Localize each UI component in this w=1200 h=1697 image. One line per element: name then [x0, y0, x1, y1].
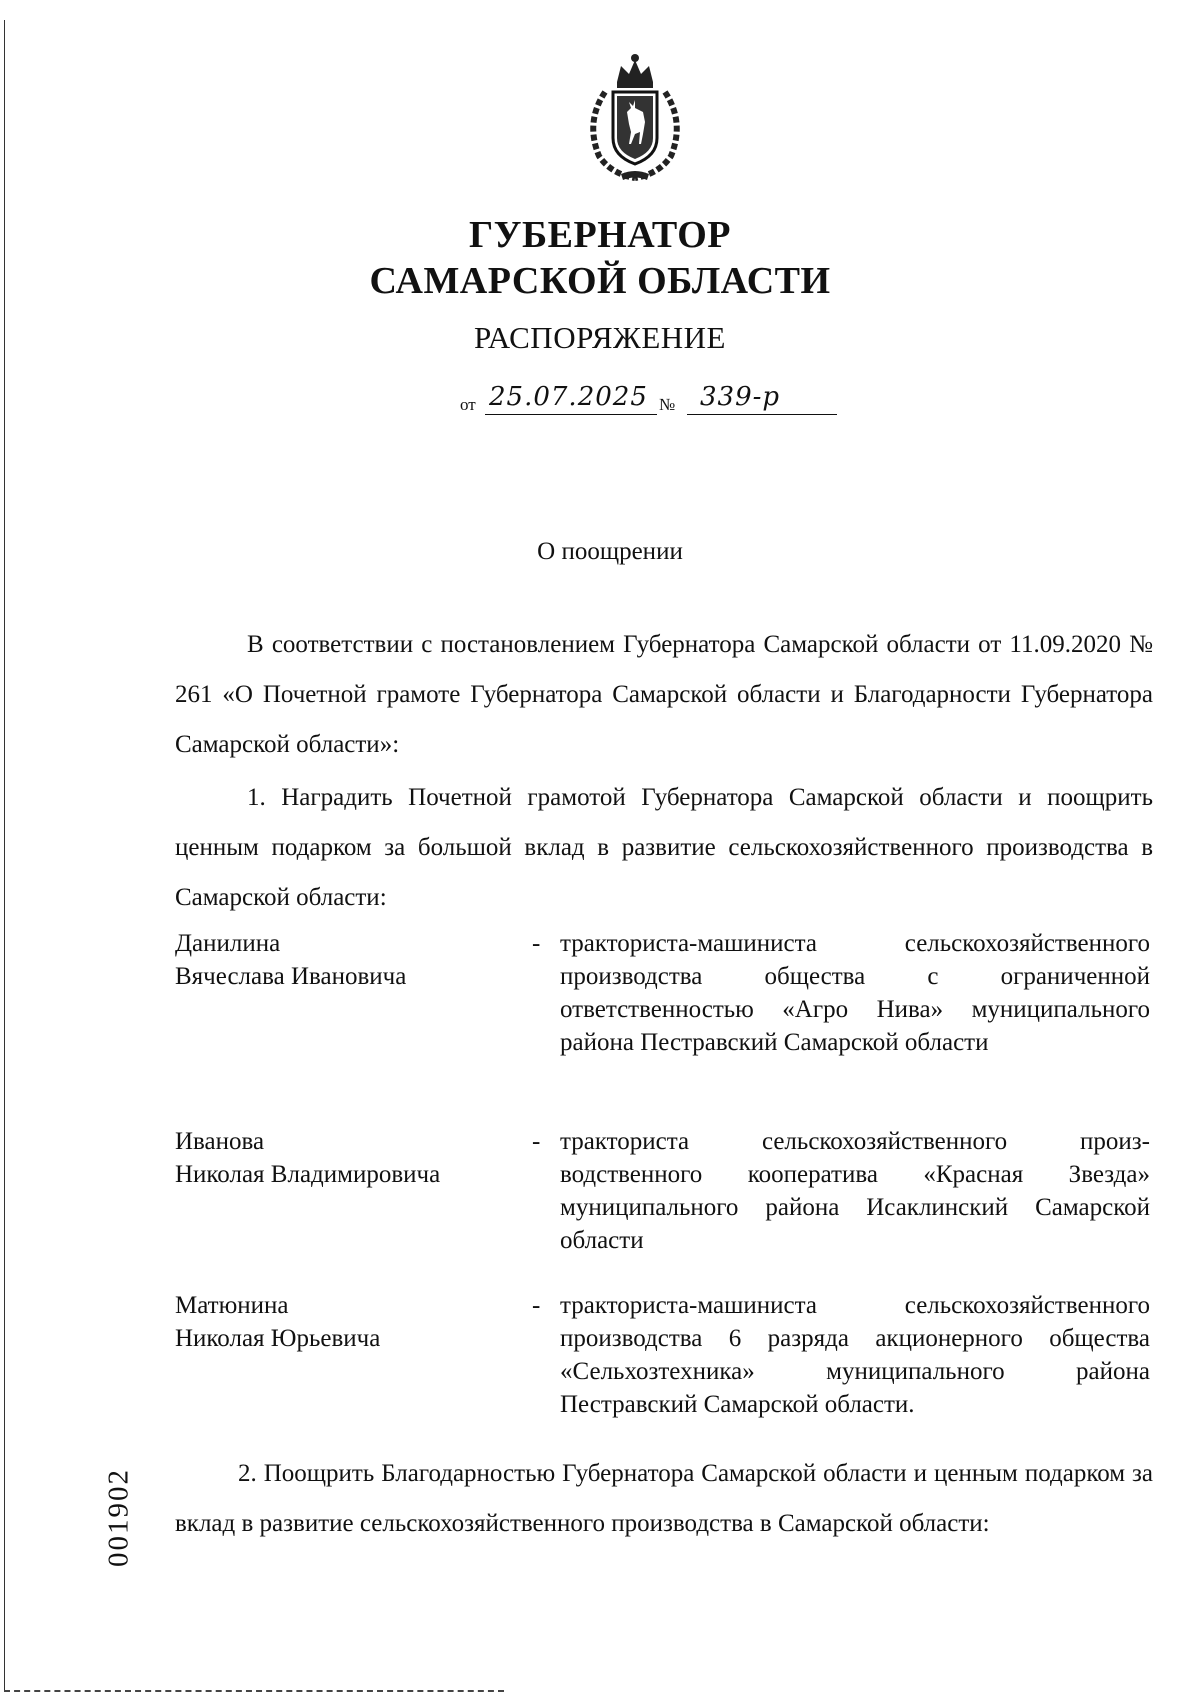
document-subject: О поощрении — [537, 538, 683, 565]
awardee-dash: - — [532, 1128, 541, 1155]
awardee-surname: Данилина — [175, 930, 281, 957]
date-label: от — [460, 395, 476, 414]
issuer-title-line1: ГУБЕРНАТОР — [468, 214, 732, 256]
awardee-dash: - — [532, 930, 541, 957]
preamble-paragraph: В соответствии с постановлением Губернатора Самарской области от 11.09.2020 № 261 «О Почетной грамоте Губернатора Самарской области и Благодарности Губернатора Самарской области»: — [175, 631, 1153, 758]
document-number: 339-р — [700, 382, 781, 412]
item-1-paragraph: 1. Наградить Почетной грамотой Губернатора Самарской области и поощрить ценным подарком за большой вклад в развитие сельскохозяйственного производства в Самарской области: — [175, 784, 1153, 911]
awardee-name — [175, 1125, 505, 1191]
awardee-description: тракториста-машиниста сельскохозяйственного производства общества с ограниченной ответственностью «Агро Нива» муниципального района Пестравский Самарской области — [560, 930, 1150, 1056]
date-number-line — [455, 382, 865, 422]
scan-bottom-edge — [4, 1690, 504, 1692]
awardee-dash: - — [532, 1292, 541, 1319]
awardee-surname: Матюнина — [175, 1292, 289, 1319]
side-serial-number — [89, 1436, 149, 1596]
awardee-description: тракториста сельскохозяйственного производственного кооператива «Красная Звезда» муниципального района Исаклинский Самарской области — [560, 1128, 1150, 1254]
item-2-paragraph: 2. Поощрить Благодарностью Губернатора Самарской области и ценным подарком за вклад в развитие сельскохозяйственного производства в Самарской области: — [175, 1460, 1153, 1537]
awardee-given-name: Николая Юрьевича — [175, 1325, 381, 1352]
serial-number-text: 001902 — [102, 1468, 135, 1567]
samara-coat-of-arms-icon — [577, 52, 693, 182]
awardee-given-name: Николая Владимировича — [175, 1161, 441, 1188]
awardee-name — [175, 1289, 505, 1355]
awardee-given-name: Вячеслава Ивановича — [175, 963, 407, 990]
awardee-description: тракториста-машиниста сельскохозяйственного производства 6 разряда акционерного общества «Сельхозтехника» муниципального района Пестравский Самарской области. — [560, 1292, 1150, 1418]
issuer-title-line2: САМАРСКОЙ ОБЛАСТИ — [369, 260, 831, 302]
awardee-name — [175, 927, 505, 993]
date-underline — [485, 414, 657, 415]
awardee-surname: Иванова — [175, 1128, 265, 1155]
document-type: РАСПОРЯЖЕНИЕ — [474, 320, 726, 355]
document-date: 25.07.2025 — [489, 382, 648, 412]
number-underline — [687, 414, 837, 415]
number-label: № — [659, 395, 676, 414]
